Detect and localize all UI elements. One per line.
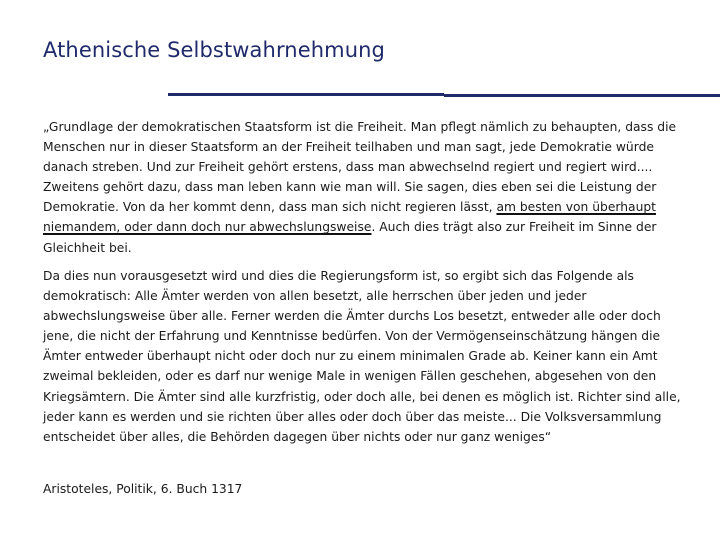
quote-paragraph-1 [43, 117, 683, 258]
quote-paragraph-1-text: „Grundlage der demokratischen Staatsform ist die Freiheit. Man pflegt nämlich zu behaupten, dass die Menschen nur in dieser Staatsform an der Freiheit teilhaben und man sagt, jede Demokratie würde danach streben. Und zur Freiheit gehört erstens, dass man abwechselnd regiert und regiert wird.... Zweitens gehört dazu, dass man leben kann wie man will. Sie sagen, dies eben sei die Leistung der Demokratie. Von da her kommt denn, dass man sich nicht regieren lässt, [43, 120, 677, 215]
quote-paragraph-1-end: . Auch dies trägt also zur Freiheit im Sinne der Gleichheit bei. [43, 220, 657, 255]
title-divider-left [168, 93, 444, 96]
quote-paragraph-2: Da dies nun vorausgesetzt wird und dies die Regierungsform ist, so ergibt sich das Folgende als demokratisch: Alle Ämter werden von allen besetzt, alle herrschen über jeden und jeder abwechslungsweise über alle. Ferner werden die Ämter durchs Los besetzt, entweder alle oder doch jene, die nicht der Erfahrung und Kenntnisse bedürfen. Von der Vermögenseinschätzung hängen die Ämter entweder überhaupt nicht oder doch nur zu einem minimalen Grade ab. Keiner kann ein Amt zweimal bekleiden, oder es darf nur wenige Male in wenigen Fällen geschehen, abgesehen von den Kriegsämtern. Die Ämter sind alle kurzfristig, oder doch alle, bei denen es möglich ist. Richter sind alle, jeder kann es werden und sie richten über alles oder doch über das meiste... Die Volksversammlung entscheidet über alles, die Behörden dagegen über nichts oder nur ganz weniges“ [43, 269, 681, 444]
source-citation: Aristoteles, Politik, 6. Buch 1317 [43, 482, 243, 496]
emphasized-phrase: am besten von überhaupt niemandem, oder dann doch nur abwechslungsweise [43, 200, 657, 235]
slide-title: Athenische Selbstwahrnehmung [43, 38, 385, 62]
title-divider-right [444, 94, 720, 97]
